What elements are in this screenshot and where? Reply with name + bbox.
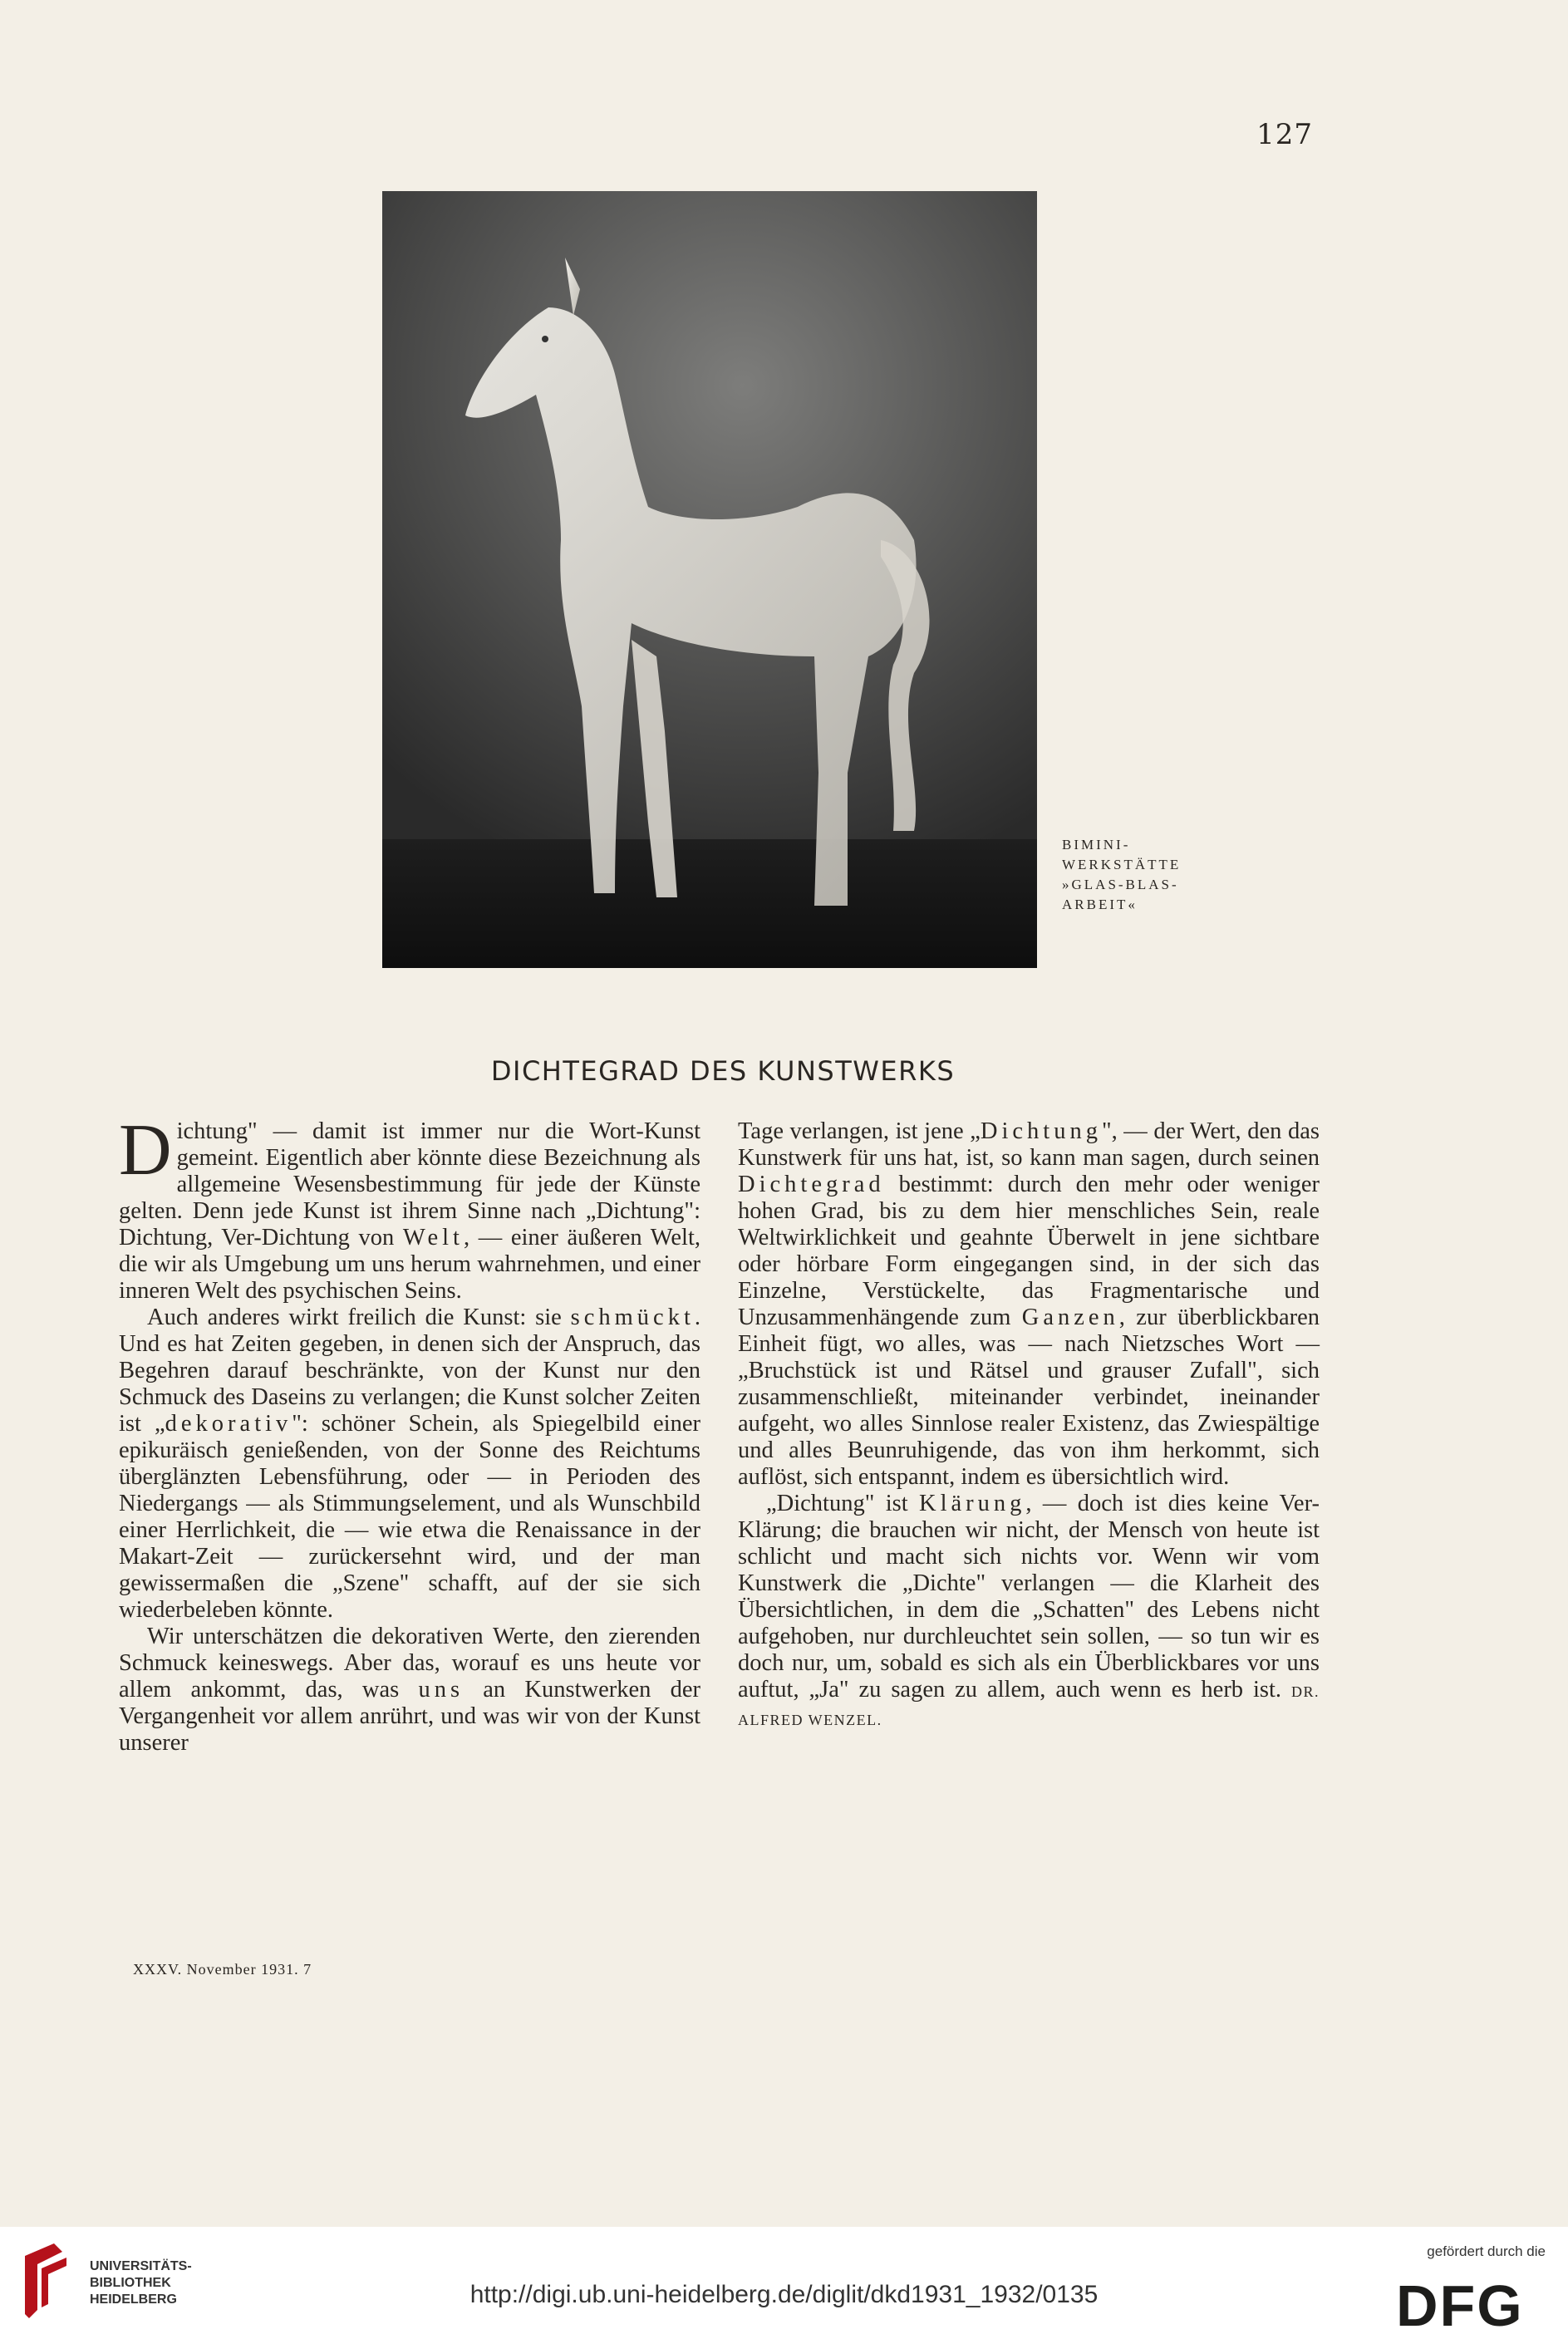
article-title: DICHTEGRAD DES KUNSTWERKS bbox=[490, 1055, 956, 1087]
paragraph bbox=[119, 1305, 700, 1624]
paragraph bbox=[738, 1118, 1320, 1491]
spaced-word: Dichtegrad bbox=[738, 1172, 885, 1197]
text-run: an Kunstwerken der Vergangenheit vor allem anrührt, und was wir von der Kunst unserer bbox=[119, 1677, 700, 1756]
text-run: Auch anderes wirkt freilich die Kunst: sie bbox=[147, 1305, 571, 1330]
funding-note: gefördert durch die bbox=[1427, 2243, 1546, 2259]
text-run: ", — der Wert, den das Kunstwerk für uns hat, ist, so kann man sagen, durch seinen bbox=[738, 1118, 1320, 1171]
library-name-line: UNIVERSITÄTS- bbox=[90, 2259, 192, 2273]
author-name: DR. ALFRED WENZEL. bbox=[738, 1683, 1320, 1728]
text-column-right bbox=[738, 1118, 1320, 1733]
drop-cap: D bbox=[119, 1110, 172, 1191]
text-run: Tage verlangen, ist jene „ bbox=[738, 1118, 981, 1144]
spaced-word: Ganzen bbox=[1021, 1305, 1119, 1330]
figure-caption bbox=[1062, 835, 1228, 915]
spaced-word: uns bbox=[418, 1677, 465, 1703]
text-run: „Dichtung" ist bbox=[766, 1491, 919, 1516]
text-run: Wir unterschätzen die dekorativen Werte, den zierenden Schmuck keineswegs. Aber das, worauf es uns heute vor allem ankommt, das, was bbox=[119, 1624, 700, 1703]
text-column-left bbox=[119, 1110, 700, 1757]
paragraph bbox=[119, 1624, 700, 1757]
text-run: , — einer äußeren Welt, die wir als Umgebung um uns herum wahrnehmen, und einer inneren Welt des psychischen Seins. bbox=[119, 1225, 700, 1304]
horse-figure-photo bbox=[382, 191, 1037, 968]
spaced-word: dekorativ bbox=[165, 1411, 292, 1437]
spaced-word: Dichtung bbox=[980, 1118, 1102, 1144]
spaced-word: Klärung bbox=[918, 1491, 1026, 1516]
library-name-line: HEIDELBERG bbox=[90, 2292, 177, 2307]
text-run: . Und es hat Zeiten gegeben, in denen sich der Anspruch, das Begehren darauf beschränkte, von der Kunst nur den Schmuck des Daseins zu verlangen; die Kunst solcher Zeiten ist „ bbox=[119, 1305, 700, 1437]
paragraph bbox=[738, 1491, 1320, 1733]
dfg-logo: DFG bbox=[1396, 2273, 1524, 2338]
text-run: ": schöner Schein, als Spiegelbild einer epikuräisch genießenden, von der Sonne des Reichtums überglänzten Lebensführung, oder — in Perioden des Niedergangs — als Stimmungselement, und als Wunschbild einer Herrlichkeit, die — wie etwa die Renaissance in der Makart-Zeit — zurückersehnt wird, und der man gewissermaßen die „Szene" schafft, auf der sie sich wiederbeleben könnte. bbox=[119, 1411, 700, 1623]
permalink-url[interactable]: http://digi.ub.uni-heidelberg.de/diglit/dkd1931_1932/0135 bbox=[469, 2281, 1099, 2308]
text-run: , zur überblickbaren Einheit fügt, wo alles, was — nach Nietzsches Wort — „Bruchstück ist und Rätsel und grauser Zufall", sich zusammenschließt, miteinander verbindet, ineinander aufgeht, wo alles Sinnlose realer Existenz, das Zwiespältige und alles Beunruhigende, das von ihm herkommt, sich auflöst, sich entspannt, indem es übersichtlich wird. bbox=[738, 1305, 1320, 1490]
text-run: , — doch ist dies keine Ver-Klärung; die brauchen wir nicht, der Mensch von heute ist schlicht und macht sich nichts vor. Wenn wir vom Kunstwerk die „Dichte" verlangen — die Klarheit des Übersichtlichen, in dem die „Schatten" des Lebens nicht aufgehoben, nur durchleuchtet sein sollen, — so tun wir es doch nur, um, sobald es sich als ein Überblickbares vor uns auftut, „Ja" zu sagen zu allem, auch wenn es herb ist. bbox=[738, 1491, 1320, 1703]
signature-mark: XXXV. November 1931. 7 bbox=[133, 1961, 312, 1978]
text-run: ichtung" — damit ist immer nur die Wort-Kunst gemeint. Eigentlich aber könnte diese Bezeichnung als allgemeine Wesensbestimmung für jede der Künste gelten. Denn jede Kunst ist ihrem Sinne nach „Dichtung": Dichtung, Ver-Dichtung von bbox=[119, 1118, 700, 1251]
spaced-word: schmückt bbox=[570, 1305, 695, 1330]
caption-line: »GLAS-BLAS- bbox=[1062, 877, 1179, 892]
paragraph bbox=[119, 1110, 700, 1305]
library-name-line: BIBLIOTHEK bbox=[90, 2276, 171, 2290]
caption-line: WERKSTÄTTE bbox=[1062, 857, 1182, 872]
caption-line: BIMINI- bbox=[1062, 837, 1131, 853]
caption-line: ARBEIT« bbox=[1062, 897, 1138, 912]
spaced-word: Welt bbox=[402, 1225, 464, 1251]
text-run: bestimmt: durch den mehr oder weniger hohen Grad, bis zu dem hier menschliches Sein, reale Weltwirklichkeit und geahnte Überwelt in jene sichtbare oder hörbare Form eingegangen sind, in der sich das Einzelne, Verstückelte, das Fragmentarische und Unzusammenhängende zum bbox=[738, 1172, 1320, 1330]
page-number: 127 bbox=[1256, 118, 1313, 151]
